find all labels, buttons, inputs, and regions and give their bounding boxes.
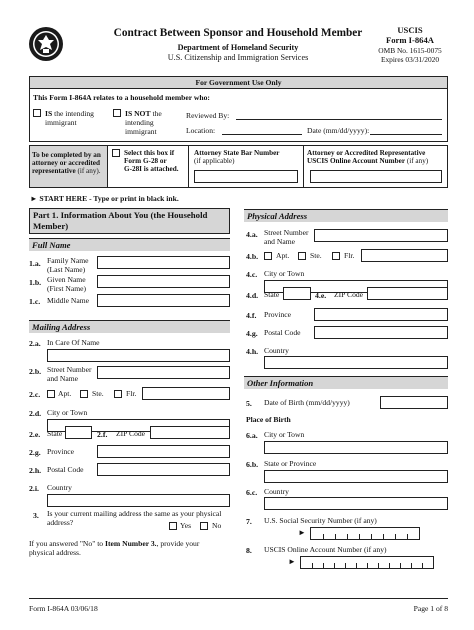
same-address-question: Is your current mailing address the same as your physical address? [47,509,222,527]
digit-divider [389,563,390,569]
item-4b-number: 4.b. [246,252,259,261]
mail-country-field[interactable] [47,494,230,507]
attorney-divider-2 [303,146,304,187]
physical-address-heading: Physical Address [244,209,448,222]
given-name-field[interactable] [97,275,230,288]
item-6c-number: 6.c. [246,488,258,497]
mail-state-label: State [47,429,63,438]
place-of-birth-label: Place of Birth [246,415,291,424]
digit-divider [400,563,401,569]
birth-city-field[interactable] [264,441,448,454]
phys-province-label: Province [264,310,291,319]
uscis-account-field[interactable] [288,556,434,569]
care-of-label: In Care Of Name [47,338,100,347]
date-line[interactable] [370,134,442,135]
reviewed-by-line[interactable] [236,119,442,120]
mail-apt-checkbox[interactable] [47,390,55,398]
item-4e-number: 4.e. [315,291,327,300]
digit-divider [407,534,408,540]
uscis-account-label: USCIS Online Account Number (if any) [264,545,387,554]
attorney-note: To be completed by an attorney or accredited representative (if any). [32,151,101,175]
phys-apt-label: Apt. [276,251,290,260]
location-label: Location: [186,126,216,135]
same-address-no-label: No [212,521,222,530]
digit-divider [383,534,384,540]
item-2g-number: 2.g. [29,448,41,457]
digit-divider [359,534,360,540]
digit-divider [371,534,372,540]
item-4d-number: 4.d. [246,291,259,300]
digit-divider [345,563,346,569]
uscis-digit-boxes[interactable] [300,556,434,569]
given-name-label: Given Name (First Name) [47,275,87,293]
family-name-field[interactable] [97,256,230,269]
rep-account-field[interactable] [310,170,442,183]
item-2a-number: 2.a. [29,339,41,348]
mail-unit-field[interactable] [142,387,230,400]
mail-flr-label: Flr. [126,389,137,398]
birth-city-label: City or Town [264,430,305,439]
mail-state-field[interactable] [65,426,92,439]
mail-city-label: City or Town [47,408,88,417]
digit-divider [367,563,368,569]
phys-postal-field[interactable] [314,326,448,339]
footer-form-date: Form I-864A 03/06/18 [29,604,98,613]
is-immigrant-label: IS the intending immigrant [45,109,94,127]
phys-state-label: State [264,290,280,299]
birth-state-field[interactable] [264,470,448,483]
digit-divider [323,534,324,540]
item-2e-number: 2.e. [29,430,41,439]
mail-country-label: Country [47,483,72,492]
is-not-immigrant-label: IS NOT the intending immigrant [125,109,162,136]
same-address-yes-checkbox[interactable] [169,522,177,530]
phys-apt-checkbox[interactable] [264,252,272,260]
phys-ste-label: Ste. [310,251,322,260]
digit-divider [395,534,396,540]
item-2f-number: 2.f. [97,430,108,439]
digit-divider [356,563,357,569]
item-5-number: 5. [246,399,252,408]
digit-divider [411,563,412,569]
ssn-field[interactable] [298,527,420,540]
item-2c-number: 2.c. [29,390,41,399]
item-4a-number: 4.a. [246,230,258,239]
dhs-seal [28,26,64,62]
date-label: Date (mm/dd/yyyy): [307,126,370,135]
ssn-arrow-icon: ► [298,528,306,537]
full-name-heading: Full Name [29,238,230,251]
item-2d-number: 2.d. [29,409,42,418]
part1-title: Part 1. Information About You (the Household Member) [29,208,230,234]
mail-province-label: Province [47,447,74,456]
item-4h-number: 4.h. [246,347,259,356]
mail-zip-field[interactable] [150,426,230,439]
same-address-no-checkbox[interactable] [200,522,208,530]
mail-postal-label: Postal Code [47,465,84,474]
mail-street-field[interactable] [97,366,230,379]
middle-name-label: Middle Name [47,296,89,305]
mail-zip-label: ZIP Code [116,429,146,438]
uscis-arrow-icon: ► [288,557,296,566]
birth-country-label: Country [264,487,289,496]
form-title: Contract Between Sponsor and Household Member [113,27,363,39]
mail-province-field[interactable] [97,445,230,458]
item-6a-number: 6.a. [246,431,258,440]
agency-name: U.S. Citizenship and Immigration Services [167,53,309,62]
digit-divider [347,534,348,540]
ssn-digit-boxes[interactable] [310,527,420,540]
phys-flr-label: Flr. [344,251,355,260]
footer-rule [29,598,448,599]
phys-zip-label: ZIP Code [334,290,364,299]
form-number: Form I-864A [386,35,434,45]
department-name: Department of Homeland Security [177,43,299,52]
mailing-address-heading: Mailing Address [29,320,230,333]
dob-field[interactable] [380,396,448,409]
phys-ste-checkbox[interactable] [298,252,306,260]
g28-attached-label: Select this box if Form G-28 or G-28I is attached. [124,149,179,173]
physical-address-note: If you answered "No" to Item Number 3., provide your physical address. [29,539,200,557]
birth-state-label: State or Province [264,459,317,468]
digit-divider [378,563,379,569]
g28-attached-checkbox[interactable] [112,149,120,157]
item-1a-number: 1.a. [29,259,41,268]
location-line[interactable] [222,134,302,135]
omb-number: OMB No. 1615-0075 [378,46,442,55]
mail-ste-checkbox[interactable] [80,390,88,398]
item-2b-number: 2.b. [29,367,42,376]
item-4c-number: 4.c. [246,270,258,279]
mail-flr-checkbox[interactable] [114,390,122,398]
item-7-number: 7. [246,517,252,526]
state-bar-label: Attorney State Bar Number (if applicable) [194,149,280,165]
uscis-label: USCIS [397,25,423,35]
dob-label: Date of Birth (mm/dd/yyyy) [264,398,350,407]
mail-street-label: Street Number and Name [47,365,92,383]
phys-street-label: Street Number and Name [264,228,309,246]
middle-name-field[interactable] [97,294,230,307]
ssn-label: U.S. Social Security Number (if any) [264,516,377,525]
digit-divider [334,563,335,569]
digit-divider [312,563,313,569]
item-3-number: 3. [33,511,39,520]
phys-flr-checkbox[interactable] [332,252,340,260]
relates-text: This Form I-864A relates to a household member who: [33,93,210,102]
phys-country-field[interactable] [264,356,448,369]
footer-page-number: Page 1 of 8 [413,604,448,613]
phys-province-field[interactable] [314,308,448,321]
item-1c-number: 1.c. [29,297,41,306]
mail-apt-label: Apt. [58,389,72,398]
is-immigrant-checkbox[interactable] [33,109,41,117]
is-not-immigrant-checkbox[interactable] [113,109,121,117]
item-2h-number: 2.h. [29,466,42,475]
government-use-title: For Government Use Only [30,77,447,89]
digit-divider [335,534,336,540]
family-name-label: Family Name (Last Name) [47,256,89,274]
attorney-divider-1 [188,146,189,187]
same-address-yes-label: Yes [180,521,192,530]
item-2i-number: 2.i. [29,484,39,493]
item-1b-number: 1.b. [29,278,42,287]
reviewed-by-label: Reviewed By: [186,111,230,120]
digit-divider [323,563,324,569]
care-of-field[interactable] [47,349,230,362]
item-6b-number: 6.b. [246,460,259,469]
other-info-heading: Other Information [244,376,448,389]
mail-postal-field[interactable] [97,463,230,476]
phys-postal-label: Postal Code [264,328,301,337]
item-4f-number: 4.f. [246,311,257,320]
state-bar-field[interactable] [194,170,298,183]
item-4g-number: 4.g. [246,329,258,338]
mail-ste-label: Ste. [92,389,104,398]
start-here: ► START HERE - Type or print in black ink. [30,194,179,203]
phys-street-field[interactable] [314,229,448,242]
birth-country-field[interactable] [264,497,448,510]
phys-city-label: City or Town [264,269,305,278]
item-8-number: 8. [246,546,252,555]
digit-divider [422,563,423,569]
rep-account-label: Attorney or Accredited Representative USCIS Online Account Number (if any) [307,149,429,165]
phys-country-label: Country [264,346,289,355]
expiration-date: Expires 03/31/2020 [380,55,440,64]
phys-unit-field[interactable] [361,249,448,262]
phys-zip-field[interactable] [367,287,448,300]
phys-state-field[interactable] [283,287,311,300]
